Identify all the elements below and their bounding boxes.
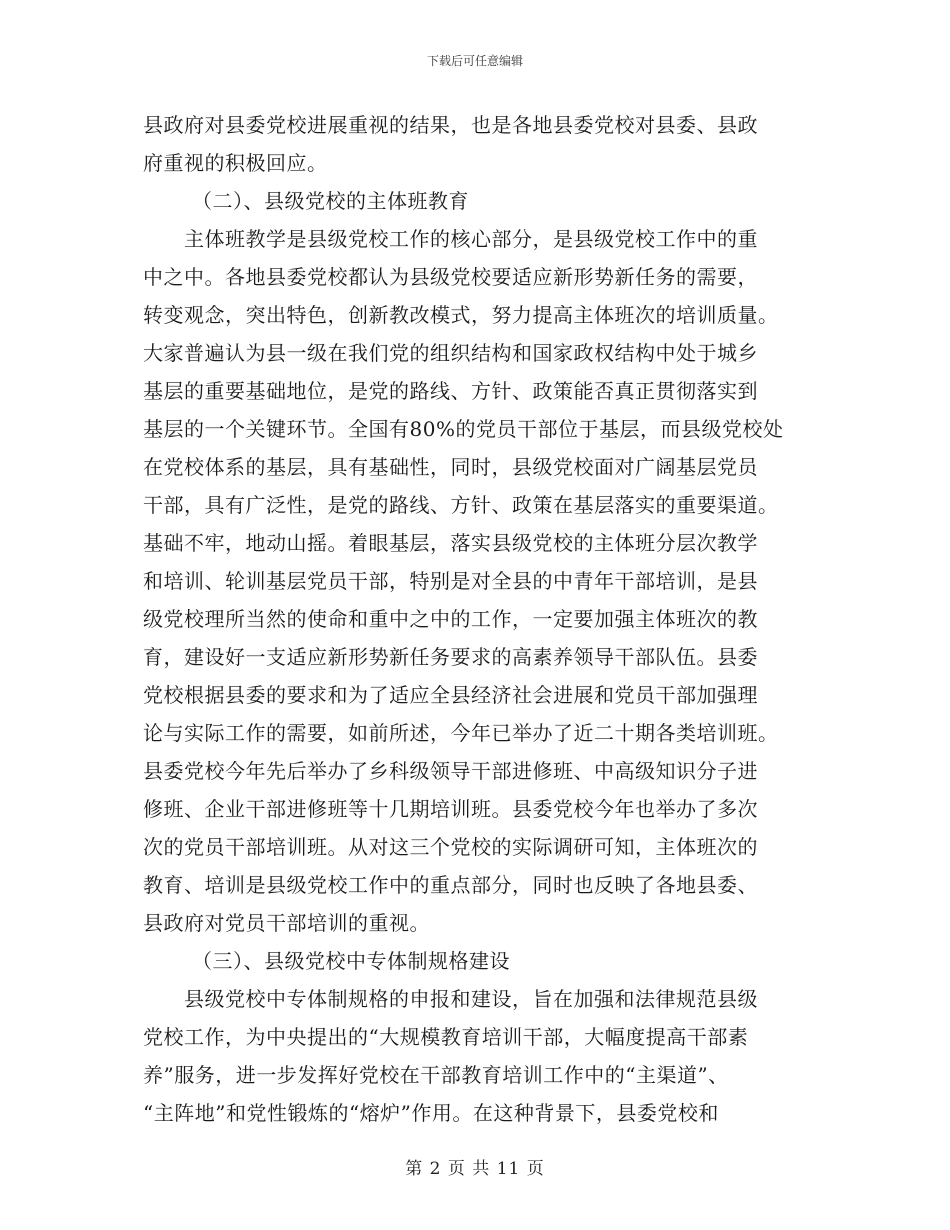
text-line: 县政府对县委党校进展重视的结果，也是各地县委党校对县委、县政 — [143, 113, 758, 137]
text-line: 育，建设好一支适应新形势新任务要求的高素养领导干部队伍。县委 — [143, 645, 758, 669]
text-line: 县委党校今年先后举办了乡科级领导干部进修班、中高级知识分子进 — [143, 759, 758, 783]
text-line: 论与实际工作的需要，如前所述，今年已举办了近二十期各类培训班。 — [143, 721, 779, 745]
text-line: 级党校理所当然的使命和重中之中的工作，一定要加强主体班次的教 — [143, 607, 758, 631]
text-line: 教育、培训是县级党校工作中的重点部分，同时也反映了各地县委、 — [143, 873, 758, 897]
text-line: 中之中。各地县委党校都认为县级党校要适应新形势新任务的需要， — [143, 265, 758, 289]
text-line: 次的党员干部培训班。从对这三个党校的实际调研可知，主体班次的 — [143, 835, 758, 859]
text-line: 在党校体系的基层，具有基础性，同时，县级党校面对广阔基层党员 — [143, 455, 758, 479]
text-line: 修班、企业干部进修班等十几期培训班。县委党校今年也举办了多次 — [143, 797, 758, 821]
document-body — [143, 106, 811, 1132]
text-line: 基础不牢，地动山摇。着眼基层，落实县级党校的主体班分层次教学 — [143, 531, 758, 555]
text-line: 县政府对党员干部培训的重视。 — [143, 911, 430, 935]
text-line: 和培训、轮训基层党员干部，特别是对全县的中青年干部培训，是县 — [143, 569, 758, 593]
page-header-note: 下载后可任意编辑 — [426, 54, 523, 68]
text-line: 党校工作，为中央提出的“大规模教育培训干部，大幅度提高干部素 — [143, 1025, 749, 1049]
text-line: 干部，具有广泛性，是党的路线、方针、政策在基层落实的重要渠道。 — [143, 493, 779, 517]
text-line: “主阵地”和党性锻炼的“熔炉”作用。在这种背景下，县委党校和 — [143, 1101, 719, 1125]
section-heading: （二）、县级党校的主体班教育 — [192, 189, 469, 213]
text-line: 县级党校中专体制规格的申报和建设，旨在加强和法律规范县级 — [184, 987, 758, 1011]
text-line: 府重视的积极回应。 — [143, 151, 328, 175]
page-number-footer: 第 2 页 共 11 页 — [405, 1159, 545, 1179]
section-heading: （三）、县级党校中专体制规格建设 — [192, 949, 510, 973]
text-line: 基层的一个关键环节。全国有80%的党员干部位于基层，而县级党校处 — [143, 417, 784, 441]
text-line: 党校根据县委的要求和为了适应全县经济社会进展和党员干部加强理 — [143, 683, 758, 707]
text-line: 转变观念，突出特色，创新教改模式，努力提高主体班次的培训质量。 — [143, 303, 779, 327]
text-line: 养”服务，进一步发挥好党校在干部教育培训工作中的“主渠道”、 — [143, 1063, 729, 1087]
text-line: 主体班教学是县级党校工作的核心部分，是县级党校工作中的重 — [184, 227, 758, 251]
text-line: 基层的重要基础地位，是党的路线、方针、政策能否真正贯彻落实到 — [143, 379, 758, 403]
text-line: 大家普遍认为县一级在我们党的组织结构和国家政权结构中处于城乡 — [143, 341, 758, 365]
